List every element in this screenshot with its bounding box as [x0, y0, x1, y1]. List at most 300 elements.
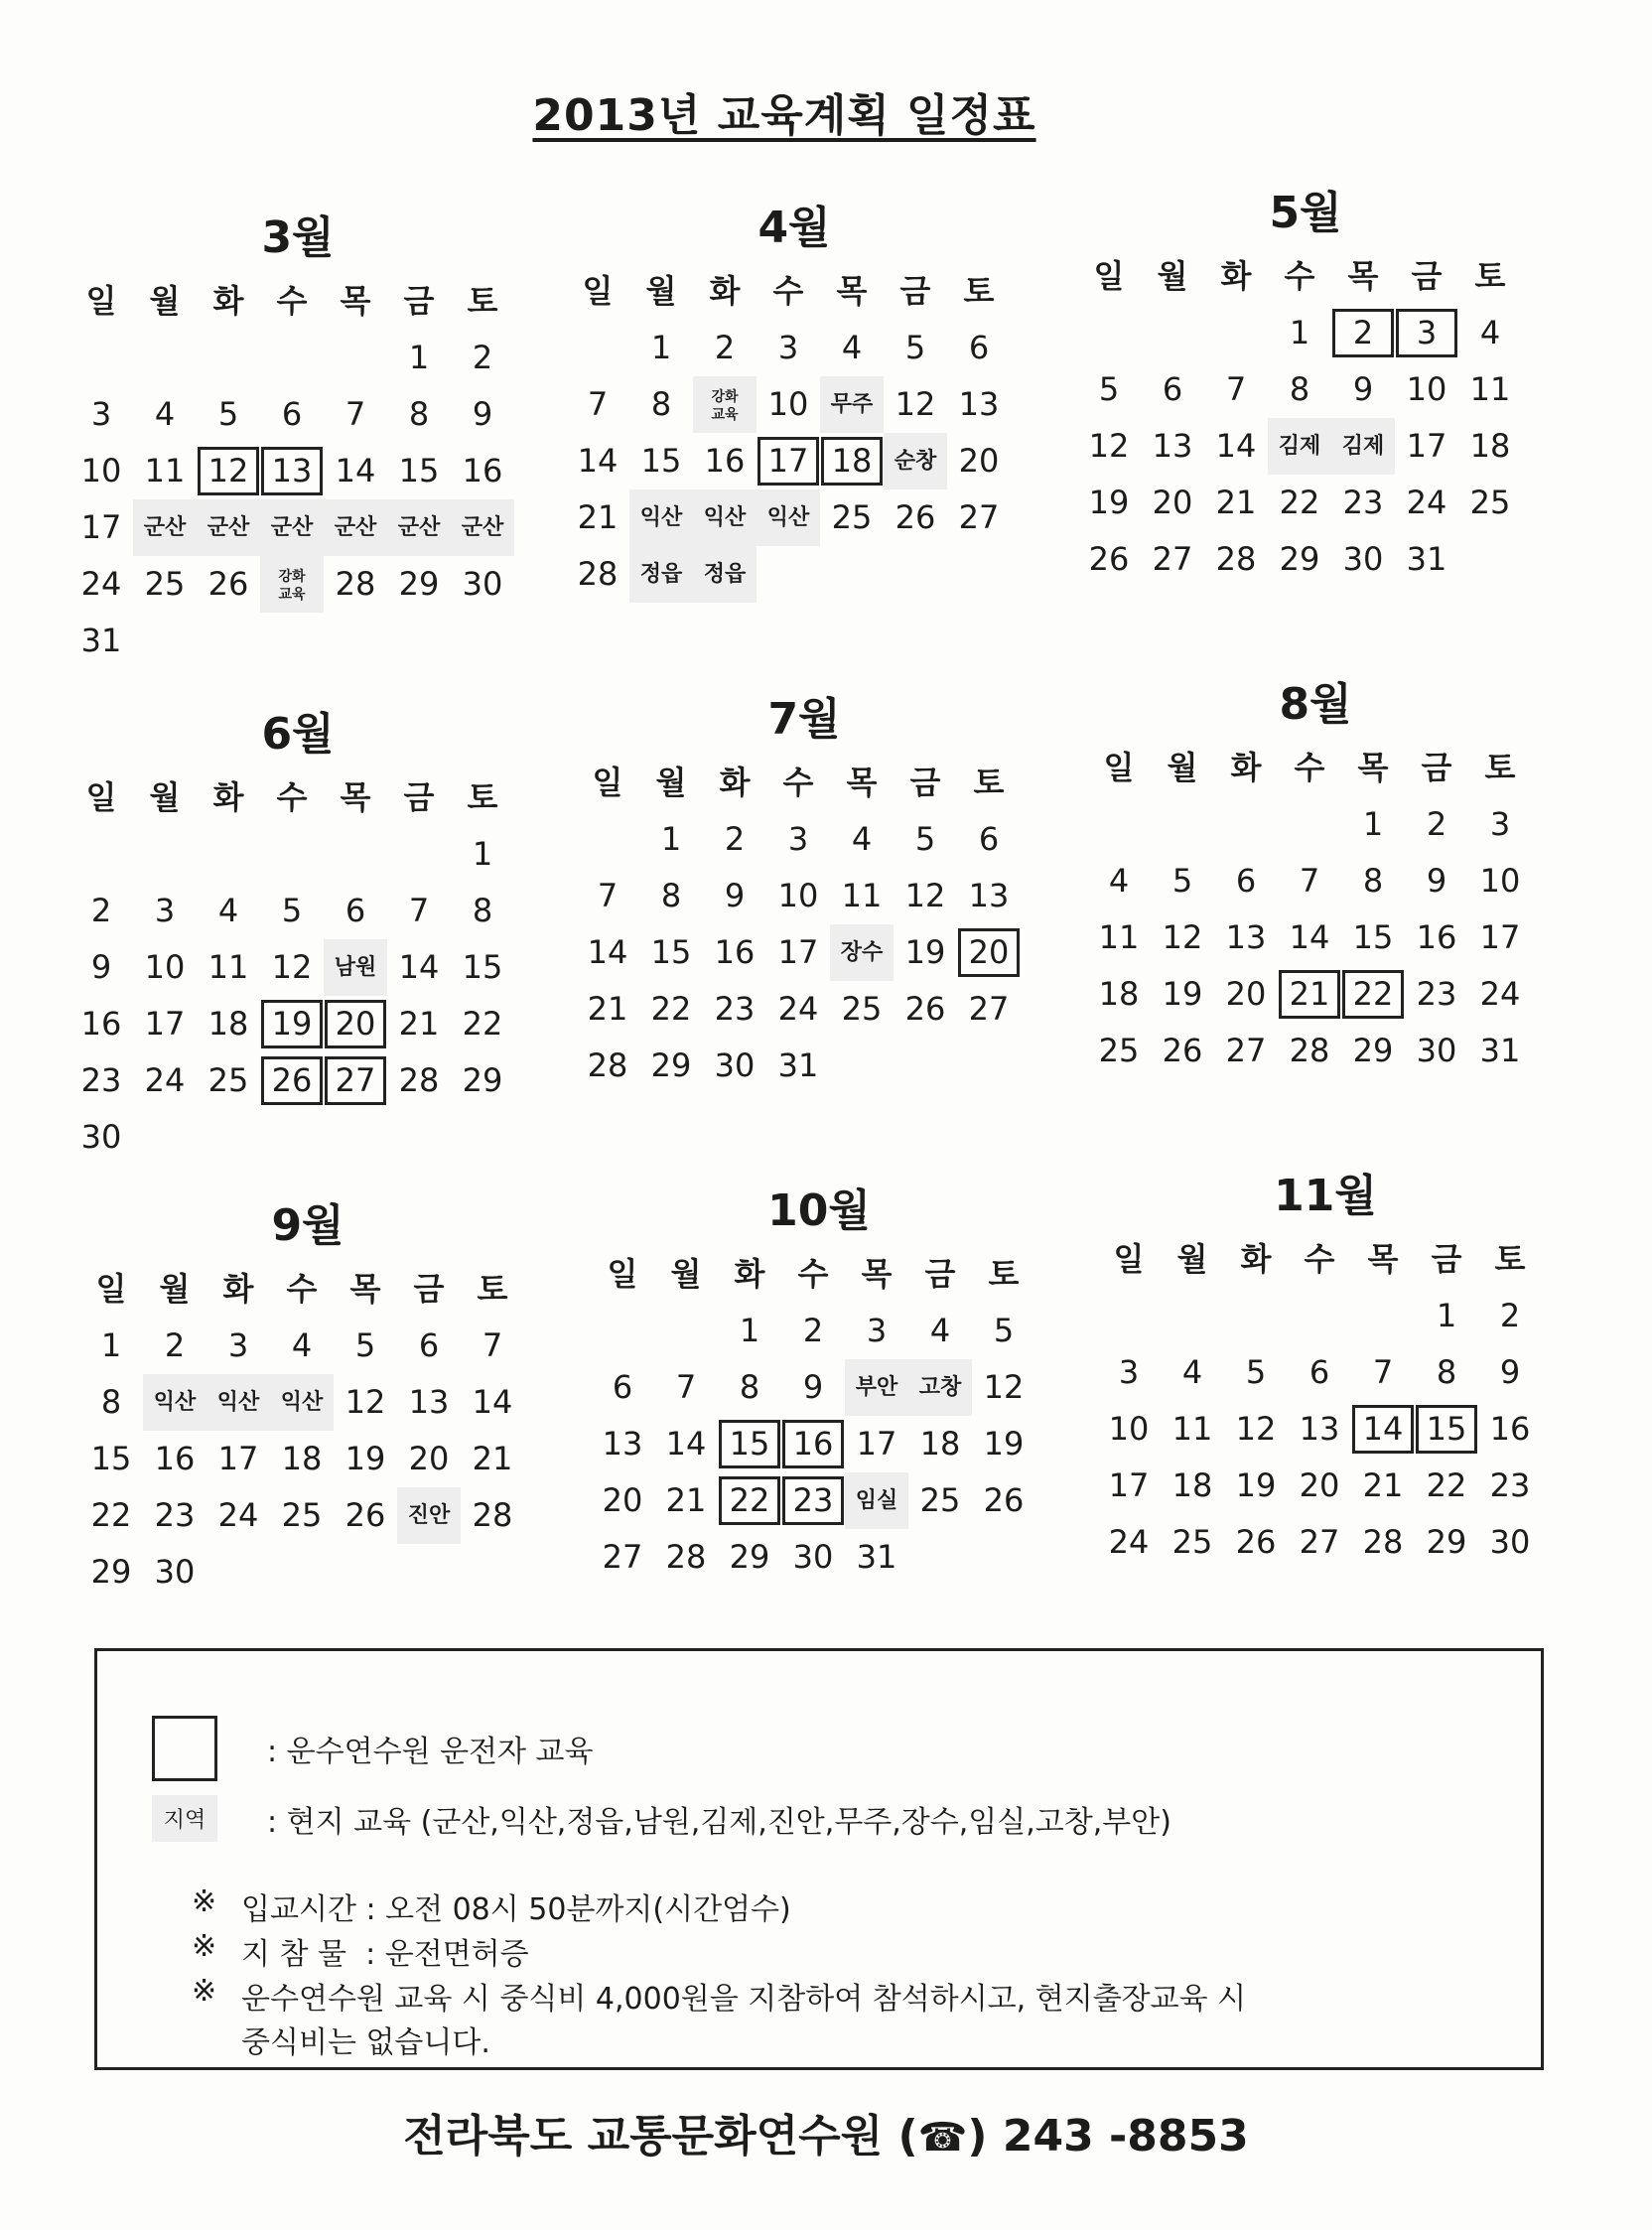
day-cell: 1 [1436, 1297, 1457, 1334]
day-cell: 25 [281, 1496, 323, 1534]
day-cell: 3 [1118, 1353, 1140, 1391]
region-day-cell: 군산 [387, 499, 451, 556]
day-cell: 30 [1489, 1523, 1531, 1561]
day-cell: 21 [1215, 484, 1257, 521]
day-cell: 28 [665, 1538, 707, 1576]
day-cell: 28 [1289, 1032, 1330, 1069]
day-cell: 14 [665, 1425, 707, 1463]
day-cell: 17 [777, 933, 819, 971]
weekday-header: 토 [973, 764, 1005, 801]
page-title: 2013년 교육계획 일정표 [532, 90, 1036, 141]
day-cell: 3 [227, 1326, 249, 1364]
day-cell: 25 [841, 990, 883, 1028]
empty-cell [654, 1303, 718, 1359]
day-cell: 13 [1152, 427, 1193, 465]
day-cell: 26 [904, 990, 946, 1028]
day-cell: 7 [344, 395, 366, 433]
day-cell: 30 [714, 1046, 756, 1084]
day-cell: 31 [80, 622, 122, 659]
day-cell: 17 [217, 1440, 259, 1477]
day-cell: 9 [1426, 862, 1447, 900]
month-title: 11월 [1274, 1171, 1377, 1221]
day-cell: 5 [904, 329, 926, 366]
weekday-header: 수 [772, 272, 804, 310]
weekday-header: 토 [467, 282, 498, 320]
training-day-cell: 13 [260, 443, 324, 499]
calendar-march [69, 204, 546, 669]
region-day-cell: 고창 [908, 1359, 972, 1416]
day-cell: 17 [856, 1425, 897, 1463]
training-day-cell: 3 [1395, 305, 1458, 361]
day-cell: 26 [895, 498, 936, 536]
day-cell: 11 [841, 877, 883, 914]
day-cell: 8 [472, 892, 493, 929]
weekday-header: 월 [1167, 749, 1198, 786]
day-cell: 6 [1308, 1353, 1330, 1391]
day-cell: 6 [344, 892, 366, 929]
day-cell: 23 [80, 1061, 122, 1099]
day-cell: 27 [1225, 1032, 1267, 1069]
day-cell: 30 [154, 1553, 196, 1591]
day-cell: 24 [217, 1496, 259, 1534]
day-cell: 18 [1098, 975, 1140, 1013]
day-cell: 10 [1479, 862, 1521, 900]
day-cell: 4 [1479, 314, 1501, 351]
weekday-header: 수 [1304, 1240, 1335, 1278]
region-day-cell: 익산 [629, 489, 693, 546]
day-cell: 4 [841, 329, 863, 366]
day-cell: 1 [650, 329, 672, 366]
weekday-header: 목 [1347, 257, 1379, 295]
day-cell: 22 [1279, 484, 1320, 521]
day-cell: 21 [472, 1440, 513, 1477]
day-cell: 20 [1299, 1466, 1340, 1504]
day-cell: 5 [1245, 1353, 1267, 1391]
day-cell: 2 [1426, 805, 1447, 843]
day-cell: 7 [482, 1326, 503, 1364]
day-cell: 7 [1372, 1353, 1394, 1391]
region-day-cell: 진안 [397, 1487, 461, 1544]
weekday-header: 일 [607, 1255, 638, 1293]
day-cell: 4 [291, 1326, 313, 1364]
calendar-august [1087, 670, 1564, 1079]
weekday-header: 토 [1484, 749, 1516, 786]
weekday-header: 월 [1157, 257, 1188, 295]
training-day-cell: 16 [781, 1416, 845, 1472]
weekday-header: 일 [582, 272, 614, 310]
empty-cell [1214, 796, 1278, 853]
weekday-header: 수 [276, 778, 308, 816]
day-cell: 20 [958, 442, 1000, 480]
month-grid [591, 1246, 1067, 1586]
day-cell: 16 [462, 452, 503, 489]
weekday-header: 목 [340, 778, 371, 816]
calendar-june [69, 700, 546, 1166]
phone-icon: ☎ [917, 2115, 968, 2160]
day-cell: 3 [1489, 805, 1511, 843]
day-cell: 19 [1088, 484, 1130, 521]
day-cell: 21 [1362, 1466, 1404, 1504]
day-cell: 16 [704, 442, 746, 480]
day-cell: 27 [602, 1538, 643, 1576]
month-title: 8월 [1279, 679, 1352, 730]
day-cell: 2 [472, 339, 493, 376]
day-cell: 12 [904, 877, 946, 914]
day-cell: 8 [1436, 1353, 1457, 1391]
day-cell: 14 [1289, 918, 1330, 956]
weekday-header: 토 [1474, 257, 1506, 295]
day-cell: 20 [1152, 484, 1193, 521]
day-cell: 20 [1225, 975, 1267, 1013]
month-grid [69, 273, 546, 669]
day-cell: 12 [344, 1383, 386, 1421]
day-cell: 3 [154, 892, 176, 929]
weekday-header: 월 [159, 1270, 191, 1308]
day-cell: 7 [408, 892, 430, 929]
region-day-cell: 익산 [693, 489, 757, 546]
weekday-header: 목 [836, 272, 868, 310]
empty-cell [1141, 305, 1204, 361]
region-day-cell: 익산 [143, 1374, 206, 1431]
day-cell: 8 [100, 1383, 122, 1421]
day-cell: 4 [929, 1312, 951, 1349]
day-cell: 9 [1352, 370, 1374, 408]
weekday-header: 월 [1176, 1240, 1208, 1278]
region-day-cell: 군산 [451, 499, 514, 556]
training-day-cell: 18 [820, 433, 884, 489]
day-cell: 27 [968, 990, 1010, 1028]
day-cell: 28 [1362, 1523, 1404, 1561]
day-cell: 25 [919, 1481, 961, 1519]
day-cell: 5 [914, 820, 936, 858]
day-cell: 10 [1108, 1410, 1150, 1448]
day-cell: 5 [1171, 862, 1193, 900]
day-cell: 23 [1489, 1466, 1531, 1504]
region-day-cell: 강화 교육 [260, 556, 324, 613]
training-day-cell: 20 [957, 924, 1021, 981]
weekday-header: 일 [1113, 1240, 1145, 1278]
training-day-cell: 19 [260, 996, 324, 1052]
day-cell: 19 [904, 933, 946, 971]
day-cell: 10 [767, 385, 809, 423]
day-cell: 24 [1479, 975, 1521, 1013]
day-cell: 12 [1088, 427, 1130, 465]
training-day-cell: 21 [1278, 966, 1341, 1023]
day-cell: 1 [1362, 805, 1384, 843]
empty-cell [324, 826, 387, 883]
day-cell: 7 [1225, 370, 1247, 408]
day-cell: 29 [650, 1046, 692, 1084]
day-cell: 27 [1152, 540, 1193, 578]
empty-cell [1204, 305, 1268, 361]
day-cell: 29 [1279, 540, 1320, 578]
day-cell: 9 [802, 1368, 824, 1406]
weekday-header: 화 [734, 1255, 765, 1293]
empty-cell [1278, 796, 1341, 853]
day-cell: 15 [90, 1440, 132, 1477]
day-cell: 16 [80, 1005, 122, 1043]
day-cell: 14 [335, 452, 376, 489]
note-text: 입교시간 : 오전 08시 50분까지(시간엄수) [241, 1892, 791, 1927]
training-day-cell: 17 [757, 433, 820, 489]
org-name: 전라북도 교통문화연수원 [403, 2111, 884, 2161]
month-title: 7월 [767, 694, 841, 745]
empty-cell [1087, 796, 1151, 853]
day-cell: 26 [1088, 540, 1130, 578]
day-cell: 22 [650, 990, 692, 1028]
day-cell: 16 [154, 1440, 196, 1477]
day-cell: 29 [398, 565, 440, 603]
empty-cell [1161, 1288, 1224, 1344]
day-cell: 19 [344, 1440, 386, 1477]
month-title: 6월 [261, 709, 335, 760]
day-cell: 7 [597, 877, 619, 914]
day-cell: 30 [462, 565, 503, 603]
empty-cell [387, 826, 451, 883]
calendar-september [79, 1191, 556, 1601]
weekday-header: 일 [85, 778, 117, 816]
day-cell: 26 [1235, 1523, 1277, 1561]
calendar-may [1077, 179, 1554, 588]
weekday-header: 일 [95, 1270, 127, 1308]
weekday-header: 일 [1103, 749, 1135, 786]
empty-cell [576, 811, 639, 868]
day-cell: 7 [587, 385, 609, 423]
day-cell: 29 [1426, 1523, 1467, 1561]
region-day-cell: 군산 [324, 499, 387, 556]
day-cell: 10 [1406, 370, 1447, 408]
day-cell: 2 [90, 892, 112, 929]
day-cell: 5 [1098, 370, 1120, 408]
region-day-cell: 군산 [133, 499, 197, 556]
month-title: 10월 [767, 1185, 871, 1236]
month-grid [1077, 248, 1554, 588]
note-text: 중식비는 없습니다. [241, 2025, 490, 2060]
weekday-header: 금 [1431, 1240, 1462, 1278]
day-cell: 28 [1215, 540, 1257, 578]
month-title: 4월 [757, 203, 831, 253]
empty-cell [197, 330, 260, 386]
day-cell: 7 [1299, 862, 1320, 900]
weekday-header: 목 [1367, 1240, 1399, 1278]
day-cell: 29 [462, 1061, 503, 1099]
day-cell: 11 [1098, 918, 1140, 956]
region-day-cell: 군산 [197, 499, 260, 556]
region-day-cell: 남원 [324, 939, 387, 996]
legend-box-label: : 운수연수원 운전자 교육 [267, 1735, 594, 1769]
weekday-header: 토 [477, 1270, 508, 1308]
weekday-header: 토 [467, 778, 498, 816]
empty-cell [1151, 796, 1214, 853]
day-cell: 22 [1426, 1466, 1467, 1504]
weekday-header: 금 [1411, 257, 1443, 295]
weekday-header: 금 [1421, 749, 1452, 786]
day-cell: 5 [217, 395, 239, 433]
day-cell: 8 [1289, 370, 1310, 408]
region-day-cell: 장수 [830, 924, 894, 981]
empty-cell [260, 330, 324, 386]
month-grid [79, 1261, 556, 1601]
month-grid [69, 769, 546, 1166]
day-cell: 9 [90, 948, 112, 986]
day-cell: 24 [1108, 1523, 1150, 1561]
day-cell: 29 [90, 1553, 132, 1591]
day-cell: 24 [1406, 484, 1447, 521]
training-day-cell: 27 [324, 1052, 387, 1109]
day-cell: 13 [1225, 918, 1267, 956]
region-day-cell: 김제 [1268, 418, 1331, 475]
weekday-header: 수 [1284, 257, 1315, 295]
day-cell: 1 [739, 1312, 760, 1349]
weekday-header: 금 [403, 282, 435, 320]
day-cell: 15 [462, 948, 503, 986]
day-cell: 23 [1416, 975, 1457, 1013]
region-day-cell: 정읍 [629, 546, 693, 603]
calendar-april [566, 194, 1042, 603]
day-cell: 4 [154, 395, 176, 433]
day-cell: 16 [1489, 1410, 1531, 1448]
day-cell: 23 [714, 990, 756, 1028]
empty-cell [69, 826, 133, 883]
empty-cell [69, 330, 133, 386]
empty-cell [566, 320, 629, 376]
day-cell: 16 [1416, 918, 1457, 956]
day-cell: 26 [1162, 1032, 1203, 1069]
weekday-header: 화 [222, 1270, 254, 1308]
training-day-cell: 15 [1415, 1401, 1478, 1458]
legend-box-swatch [152, 1716, 217, 1781]
day-cell: 20 [602, 1481, 643, 1519]
weekday-header: 일 [1093, 257, 1125, 295]
day-cell: 1 [408, 339, 430, 376]
training-day-cell: 2 [1331, 305, 1395, 361]
day-cell: 27 [1299, 1523, 1340, 1561]
day-cell: 19 [1162, 975, 1203, 1013]
day-cell: 22 [462, 1005, 503, 1043]
weekday-header: 목 [861, 1255, 893, 1293]
empty-cell [260, 826, 324, 883]
month-grid [1097, 1231, 1574, 1571]
weekday-header: 목 [846, 764, 878, 801]
day-cell: 12 [983, 1368, 1025, 1406]
weekday-header: 화 [1230, 749, 1262, 786]
weekday-header: 화 [719, 764, 751, 801]
day-cell: 6 [418, 1326, 440, 1364]
month-title: 3월 [261, 212, 335, 263]
region-day-cell: 임실 [845, 1472, 908, 1529]
day-cell: 30 [1342, 540, 1384, 578]
note-text: 지 참 물 : 운전면허증 [241, 1937, 529, 1972]
training-day-cell: 14 [1351, 1401, 1415, 1458]
day-cell: 3 [866, 1312, 888, 1349]
day-cell: 4 [217, 892, 239, 929]
weekday-header: 일 [592, 764, 623, 801]
day-cell: 28 [577, 555, 619, 593]
training-day-cell: 22 [718, 1472, 781, 1529]
day-cell: 6 [968, 329, 990, 366]
day-cell: 19 [1235, 1466, 1277, 1504]
day-cell: 22 [90, 1496, 132, 1534]
region-day-cell: 부안 [845, 1359, 908, 1416]
weekday-header: 월 [655, 764, 687, 801]
day-cell: 19 [983, 1425, 1025, 1463]
empty-cell [1351, 1288, 1415, 1344]
day-cell: 6 [978, 820, 1000, 858]
empty-cell [197, 826, 260, 883]
day-cell: 25 [831, 498, 873, 536]
day-cell: 2 [1499, 1297, 1521, 1334]
day-cell: 28 [472, 1496, 513, 1534]
month-grid [576, 755, 1052, 1094]
region-day-cell: 익산 [757, 489, 820, 546]
region-day-cell: 무주 [820, 376, 884, 433]
region-day-cell: 익산 [206, 1374, 270, 1431]
legend-row-region [152, 1795, 1171, 1842]
empty-cell [133, 826, 197, 883]
note-meal [192, 1974, 1246, 2061]
day-cell: 3 [777, 329, 799, 366]
legend-region-tag: 지역 [152, 1795, 217, 1842]
weekday-header: 화 [709, 272, 741, 310]
weekday-header: 토 [963, 272, 995, 310]
day-cell: 18 [281, 1440, 323, 1477]
day-cell: 28 [398, 1061, 440, 1099]
training-day-cell: 26 [260, 1052, 324, 1109]
day-cell: 4 [851, 820, 873, 858]
empty-cell [324, 330, 387, 386]
day-cell: 28 [335, 565, 376, 603]
day-cell: 16 [714, 933, 756, 971]
day-cell: 31 [1479, 1032, 1521, 1069]
day-cell: 21 [577, 498, 619, 536]
day-cell: 13 [408, 1383, 450, 1421]
day-cell: 11 [1171, 1410, 1213, 1448]
weekday-header: 토 [1494, 1240, 1526, 1278]
day-cell: 8 [739, 1368, 760, 1406]
legend-row-box [152, 1716, 594, 1781]
weekday-header: 수 [276, 282, 308, 320]
note-entry-time [192, 1884, 791, 1928]
note-text: 운수연수원 교육 시 중식비 4,000원을 지참하여 참석하시고, 현지출장교육 시 [241, 1982, 1247, 2017]
day-cell: 12 [1235, 1410, 1277, 1448]
day-cell: 12 [1162, 918, 1203, 956]
day-cell: 5 [993, 1312, 1015, 1349]
day-cell: 8 [1362, 862, 1384, 900]
day-cell: 8 [650, 385, 672, 423]
region-day-cell: 강화 교육 [693, 376, 757, 433]
day-cell: 11 [207, 948, 249, 986]
day-cell: 2 [714, 329, 736, 366]
note-bring [192, 1929, 529, 1973]
region-day-cell: 군산 [260, 499, 324, 556]
weekday-header: 목 [1357, 749, 1389, 786]
day-cell: 14 [398, 948, 440, 986]
day-cell: 2 [164, 1326, 186, 1364]
day-cell: 2 [724, 820, 746, 858]
day-cell: 17 [1108, 1466, 1150, 1504]
day-cell: 15 [650, 933, 692, 971]
day-cell: 1 [1289, 314, 1310, 351]
month-grid [566, 263, 1042, 603]
calendar-november [1097, 1162, 1574, 1571]
day-cell: 29 [729, 1538, 770, 1576]
day-cell: 4 [1181, 1353, 1203, 1391]
weekday-header: 금 [413, 1270, 445, 1308]
day-cell: 6 [281, 395, 303, 433]
day-cell: 24 [144, 1061, 186, 1099]
day-cell: 30 [80, 1118, 122, 1156]
day-cell: 17 [80, 508, 122, 546]
